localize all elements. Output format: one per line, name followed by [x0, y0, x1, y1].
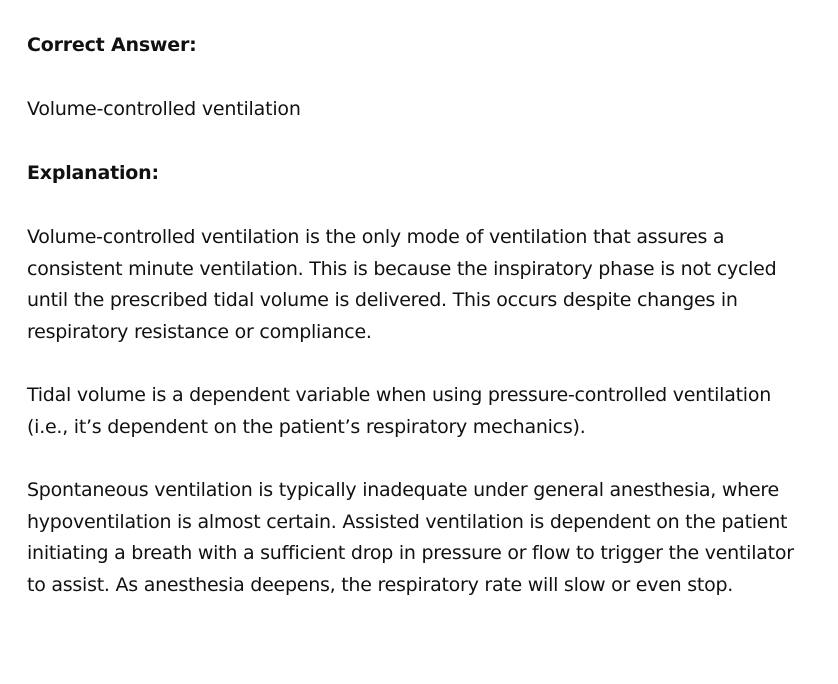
correct-answer-value: Volume-controlled ventilation — [27, 98, 301, 120]
explanation-paragraph-3: Spontaneous ventilation is typically inadequate under general anesthesia, where hypoventilation is almost certain. Assisted ventilation is dependent on the patient initiating a breath with a sufficient drop in pressure or flow to trigger the ventilator to assist. As anesthesia deepens, the respiratory rate will slow or even stop. — [27, 479, 794, 596]
explanation-paragraph-1: Volume-controlled ventilation is the only mode of ventilation that assures a consistent minute ventilation. This is because the inspiratory phase is not cycled until the prescribed tidal volume is delivered. This occurs despite changes in respiratory resistance or compliance. — [27, 226, 777, 343]
explanation-paragraph-2: Tidal volume is a dependent variable when using pressure-controlled ventilation (i.e., it’s dependent on the patient’s respiratory mechanics). — [27, 384, 771, 438]
correct-answer-heading: Correct Answer: — [27, 34, 197, 56]
explanation-heading: Explanation: — [27, 162, 159, 184]
